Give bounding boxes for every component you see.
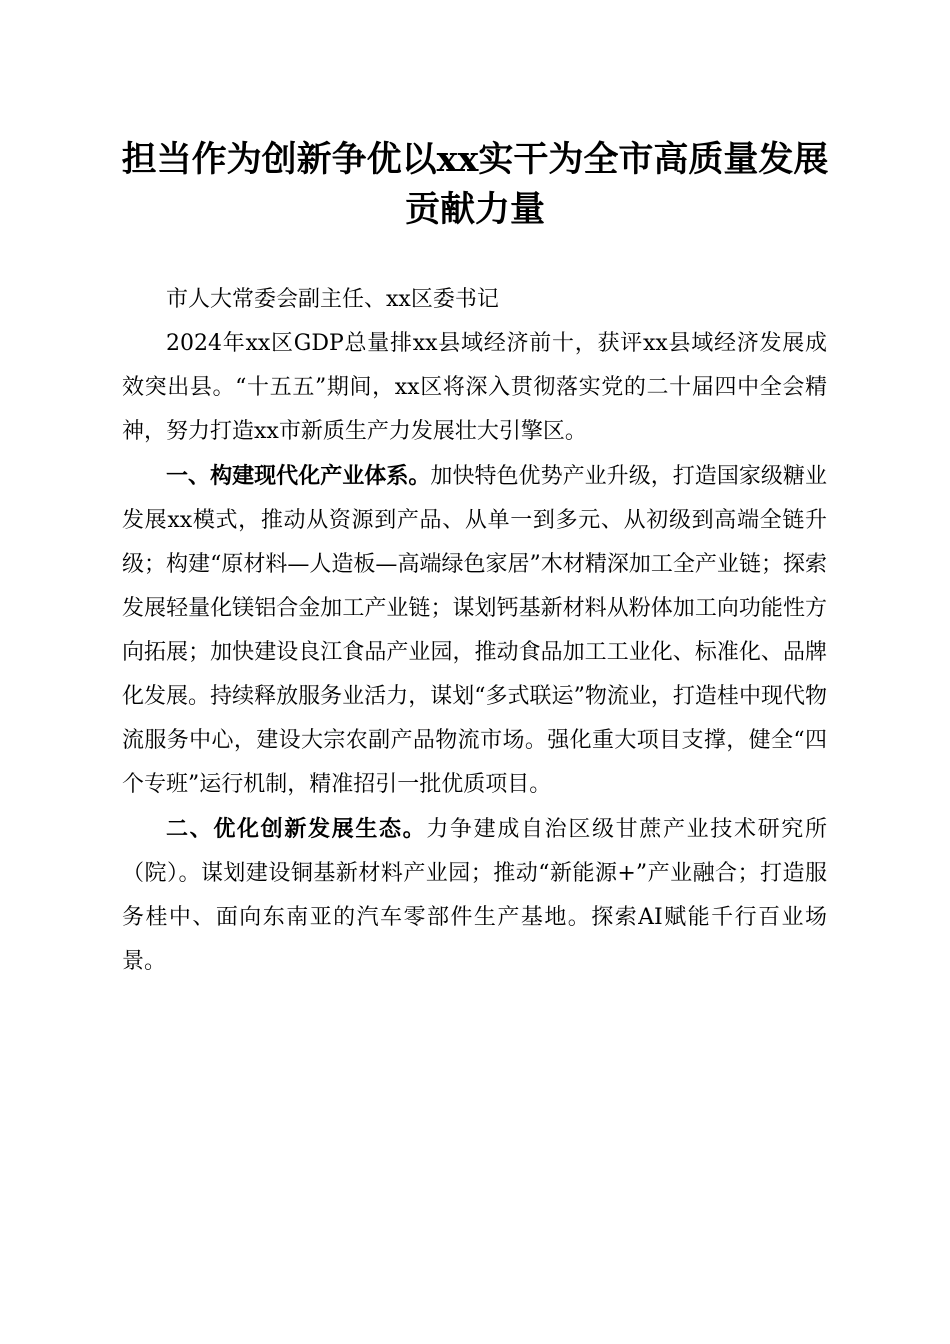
section-paragraph-1 — [122, 454, 827, 807]
section-heading-2: 二、优化创新发展生态。 — [166, 816, 427, 842]
section-heading-1: 一、构建现代化产业体系。 — [166, 463, 431, 489]
section-paragraph-2 — [122, 807, 827, 984]
section-text-2: 力争建成自治区级甘蔗产业技术研究所（院）。谋划建设铜基新材料产业园；推动“新能源+”产业融合；打造服务桂中、面向东南亚的汽车零部件生产基地。探索AI赋能千行百业场景。 — [122, 817, 827, 974]
document-body — [122, 278, 827, 984]
intro-paragraph: 2024年xx区GDP总量排xx县域经济前十，获评xx县域经济发展成效突出县。“十五五”期间，xx区将深入贯彻落实党的二十届四中全会精神，努力打造xx市新质生产力发展壮大引擎区。 — [122, 331, 827, 444]
section-text-1: 加快特色优势产业升级，打造国家级糖业发展xx模式，推动从资源到产品、从单一到多元、从初级到高端全链升级；构建“原材料—人造板—高端绿色家居”木材精深加工全产业链；探索发展轻量化镁铝合金加工产业链；谋划钙基新材料从粉体加工向功能性方向拓展；加快建设良江食品产业园，推动食品加工工业化、标准化、品牌化发展。持续释放服务业活力，谋划“多式联运”物流业，打造桂中现代物流服务中心，建设大宗农副产品物流市场。强化重大项目支撑，健全“四个专班”运行机制，精准招引一批优质项目。 — [122, 464, 827, 797]
document-title: 担当作为创新争优以xx实干为全市高质量发展贡献力量 — [121, 139, 829, 230]
author-line: 市人大常委会副主任、xx区委书记 — [166, 287, 499, 312]
